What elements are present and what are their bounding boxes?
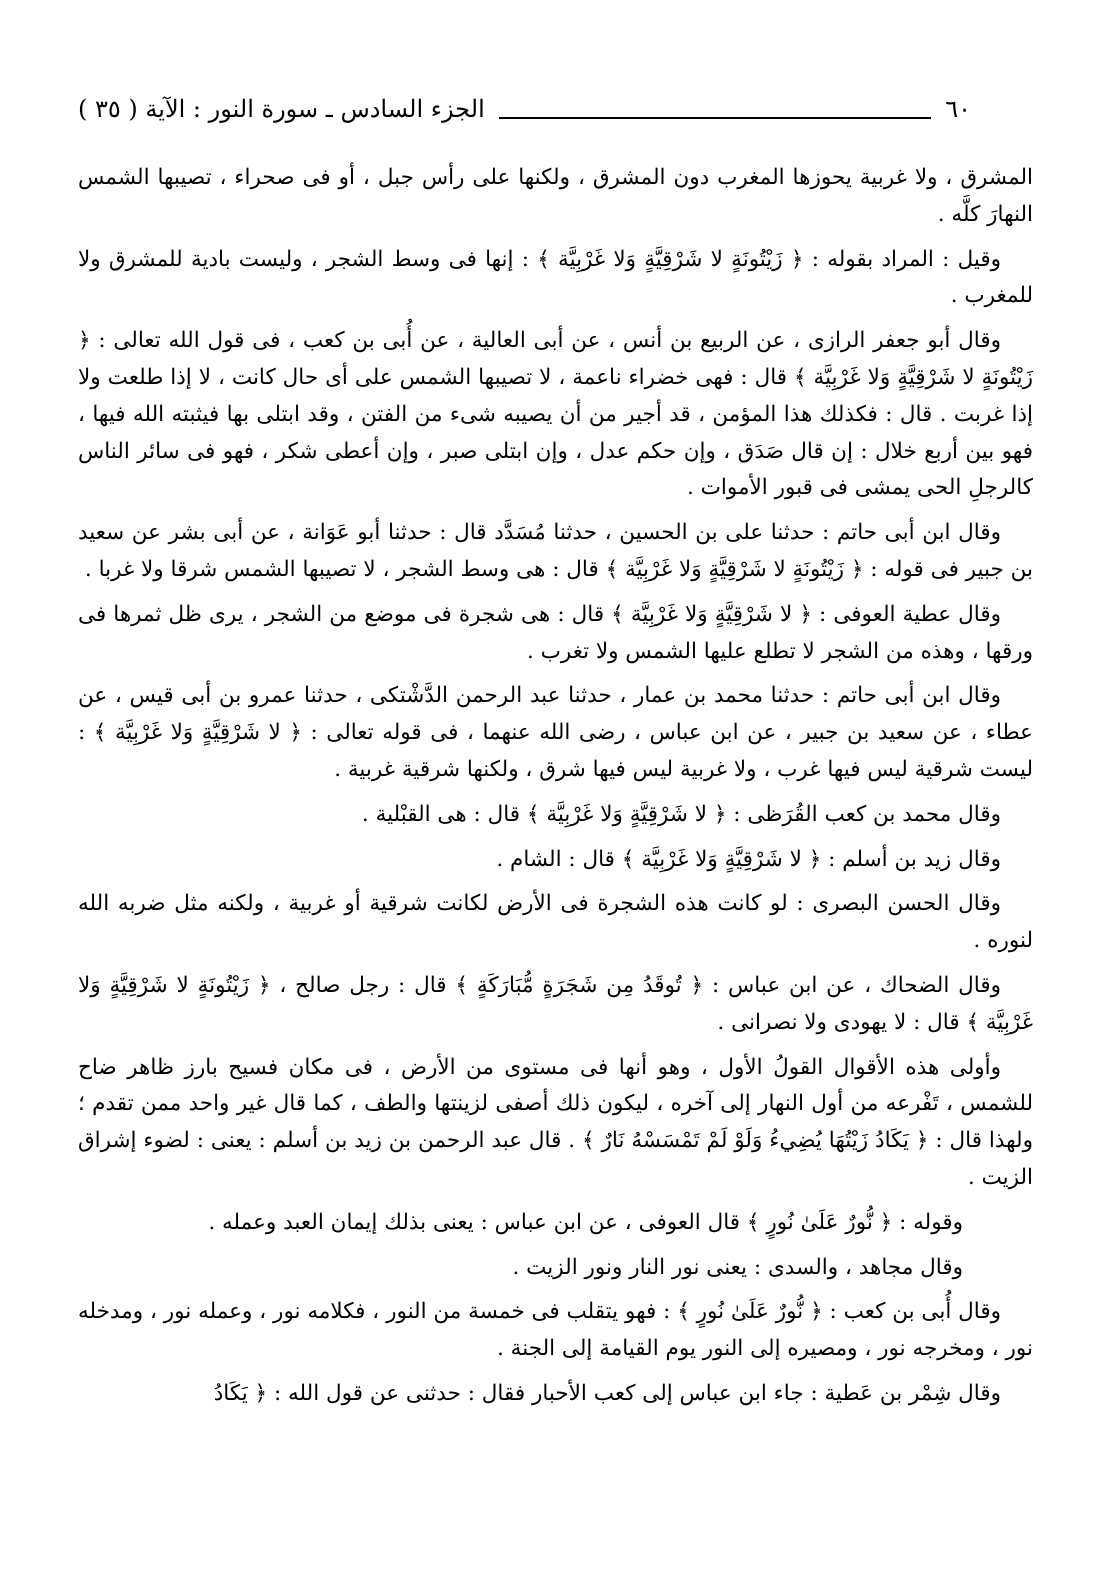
paragraph: وقال محمد بن كعب القُرَظى : ﴿ لا شَرْقِيَّةٍ وَلا غَرْبِيَّة ﴾ قال : هى القبْلية . [361, 801, 1001, 827]
paragraph: وقيل : المراد بقوله : ﴿ زَيْتُونَةٍ لا شَرْقِيَّةٍ وَلا غَرْبِيَّة ﴾ : إنها فى وسط الشجر ، وليست بادية للمشرق ولا للمغرب . [78, 246, 1033, 309]
header-rule [499, 117, 931, 119]
paragraph: وقال أبو جعفر الرازى ، عن الربيع بن أنس ، عن أبى العالية ، عن أُبى بن كعب ، فى قول الله تعالى : ﴿ زَيْتُونَةٍ لا شَرْقِيَّةٍ وَلا غَرْبِيَّة ﴾ قال : فهى خضراء ناعمة ، لا تصيبها الشمس على أى حال كانت ، لا إذا طلعت ولا إذا غربت . قال : فكذلك هذا المؤمن ، قد أجير من أن يصيبه شىء من الفتن ، وقد ابتلى بها فيثبته الله فيها ، فهو بين أربع خلال : إن قال صَدَق ، وإن حكم عدل ، وإن ابتلى صبر ، وإن أعطى شكر ، فهو فى سائر الناس كالرجلِ الحى يمشى فى قبور الأموات . [78, 328, 1033, 501]
running-header [78, 92, 971, 126]
paragraph: وقوله : ﴿ نُّورٌ عَلَىٰ نُورٍ ﴾ قال العوفى ، عن ابن عباس : يعنى بذلك إيمان العبد وعمله . [208, 1209, 963, 1235]
paragraph: وقال عطية العوفى : ﴿ لا شَرْقِيَّةٍ وَلا غَرْبِيَّة ﴾ قال : هى شجرة فى موضع من الشجر ، يرى ظل ثمرها فى ورقها ، وهذه من الشجر لا تطلع عليها الشمس ولا تغرب . [78, 601, 1033, 664]
paragraph: المشرق ، ولا غربية يحوزها المغرب دون المشرق ، ولكنها على رأس جبل ، أو فى صحراء ، تصيبها الشمس النهارَ كلَّه . [78, 165, 1033, 227]
header-title: الجزء السادس ـ سورة النور : الآية ( ٣٥ ) [78, 95, 485, 123]
paragraph: وقال شِمْر بن عَطية : جاء ابن عباس إلى كعب الأحبار فقال : حدثنى عن قول الله : ﴿ يَكَادُ [213, 1380, 1001, 1406]
paragraph: وقال مجاهد ، والسدى : يعنى نور النار ونور الزيت . [512, 1254, 963, 1280]
page-body [78, 160, 1033, 1413]
paragraph: وقال ابن أبى حاتم : حدثنا محمد بن عمار ، حدثنا عبد الرحمن الدَّشْتكى ، حدثنا عمرو بن أبى قيس ، عن عطاء ، عن سعيد بن جبير ، عن ابن عباس ، رضى الله عنهما ، فى قوله تعالى : ﴿ لا شَرْقِيَّةٍ وَلا غَرْبِيَّة ﴾ : ليست شرقية ليس فيها غرب ، ولا غربية ليس فيها شرق ، ولكنها شرقية غربية . [78, 683, 1033, 782]
paragraph: وقال ابن أبى حاتم : حدثنا على بن الحسين ، حدثنا مُسَدَّد قال : حدثنا أبو عَوَانة ، عن أبى بشر عن سعيد بن جبير فى قوله : ﴿ زَيْتُونَةٍ لا شَرْقِيَّةٍ وَلا غَرْبِيَّة ﴾ قال : هى وسط الشجر ، لا تصيبها الشمس شرقا ولا غربا . [78, 520, 1033, 582]
paragraph: وقال زيد بن أسلم : ﴿ لا شَرْقِيَّةٍ وَلا غَرْبِيَّة ﴾ قال : الشام . [496, 846, 1001, 872]
paragraph: وأولى هذه الأقوال القولُ الأول ، وهو أنها فى مستوى من الأرض ، فى مكان فسيح بارز ظاهر ضاح للشمس ، تَفْرعه من أول النهار إلى آخره ، ليكون ذلك أصفى لزينتها والطف ، كما قال غير واحد ممن تقدم ؛ ولهذا قال : ﴿ يَكَادُ زَيْتُهَا يُضِيءُ وَلَوْ لَمْ تَمْسَسْهُ نَارٌ ﴾ . قال عبد الرحمن بن زيد بن أسلم : يعنى : لضوء إشراق الزيت . [78, 1054, 1033, 1190]
page-number: ٦٠ [945, 95, 971, 123]
paragraph: وقال الضحاك ، عن ابن عباس : ﴿ تُوقَدُ مِن شَجَرَةٍ مُّبَارَكَةٍ ﴾ قال : رجل صالح ، ﴿ زَيْتُونَةٍ لا شَرْقِيَّةٍ وَلا غَرْبِيَّة ﴾ قال : لا يهودى ولا نصرانى . [78, 972, 1033, 1035]
paragraph: وقال الحسن البصرى : لو كانت هذه الشجرة فى الأرض لكانت شرقية أو غربية ، ولكنه مثل ضربه الله لنوره . [78, 891, 1033, 954]
paragraph: وقال أُبى بن كعب : ﴿ نُّورٌ عَلَىٰ نُورٍ ﴾ : فهو يتقلب فى خمسة من النور ، فكلامه نور ، وعمله نور ، ومدخله نور ، ومخرجه نور ، ومصيره إلى النور يوم القيامة إلى الجنة . [78, 1299, 1033, 1362]
